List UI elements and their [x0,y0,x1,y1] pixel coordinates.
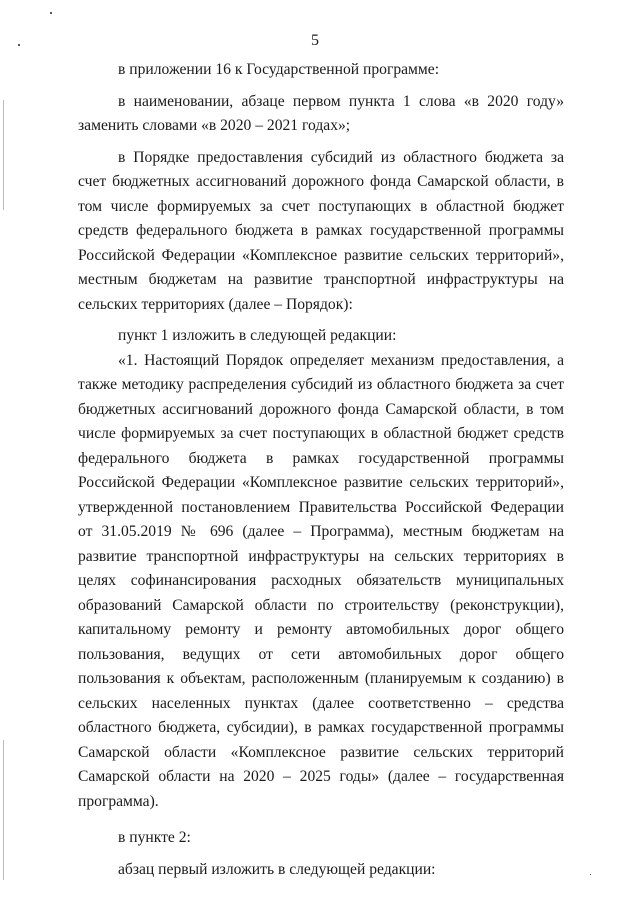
paragraph-appendix-16: в приложении 16 к Государственной программе: [118,61,440,78]
paragraph-title-change: в наименовании, абзаце первом пункта 1 слова «в 2020 году» заменить словами «в 2020 – 2021 годах»; [78,92,564,134]
scan-edge-shadow [3,740,4,880]
paragraph-item-1-intro: пункт 1 изложить в следующей редакции: [118,327,397,344]
document-body [78,58,564,882]
scan-artifact [50,12,52,14]
paragraph-item-2-intro: в пункте 2: [118,829,191,846]
page-number: 5 [311,32,319,49]
paragraph-item-2-first-para: абзац первый изложить в следующей редакции: [118,860,436,878]
scan-artifact [590,874,591,875]
paragraph-procedure: в Порядке предоставления субсидий из областного бюджета за счет бюджетных ассигнований дорожного фонда Самарской области, в том числе формируемых за счет поступающих в областной бюджет средств федерального бюджета в рамках государственной программы Российской Федерации «Комплексное развитие сельских территорий», местным бюджетам на развитие транспортной инфраструктуры на сельских территориях (далее – Порядок): [78,148,564,313]
paragraph-item-1-text: «1. Настоящий Порядок определяет механизм предоставления, а также методику распределения субсидий из областного бюджета за счет бюджетных ассигнований дорожного фонда Самарской области, в том числе формируемых за счет поступающих в областной бюджет средств федерального бюджета в рамках государственной программы Российской Федерации «Комплексное развитие сельских территорий», утвержденной постановлением Правительства Российской Федерации от 31.05.2019 № 696 (далее – Программа), местным бюджетам на развитие транспортной инфраструктуры на сельских территориях в целях софинансирования расходных обязательств муниципальных образований Самарской области по строительству (реконструкции), капитальному ремонту и ремонту автомобильных дорог общего пользования, ведущих от сети автомобильных дорог общего пользования к объектам, расположенным (планируемым к созданию) в сельских населенных пунктах (далее соответственно – средства областного бюджета, субсидии), в рамках государственной программы Самарской области «Комплексное развитие сельских территорий Самарской области на 2020 – 2025 годы» (далее – государственная программа). [78,351,564,810]
scan-edge-shadow [3,100,4,210]
